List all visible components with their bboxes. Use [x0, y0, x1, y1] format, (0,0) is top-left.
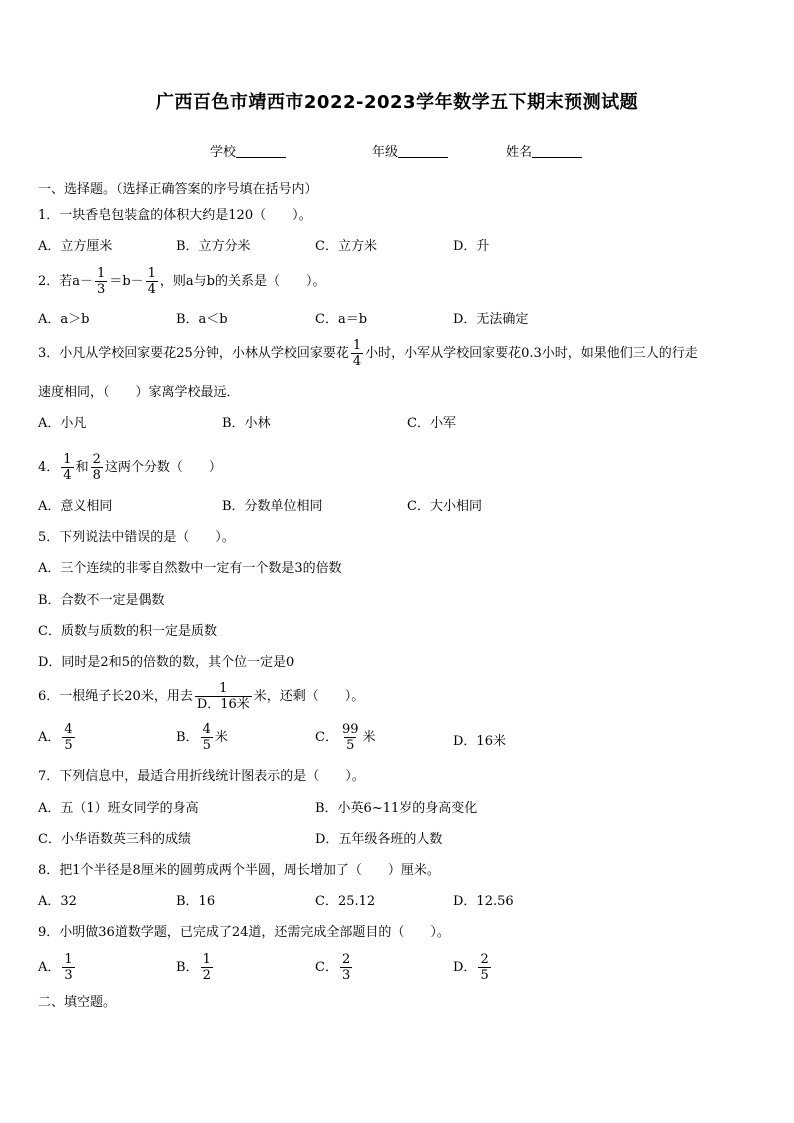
fraction: $\frac{1}{2}$: [202, 952, 211, 983]
question-4: 4． $\frac{1}{4}$ 和 $\frac{2}{8}$ 这两个分数（ ）: [38, 452, 222, 483]
q2-option-d[interactable]: D．无法确定: [453, 312, 529, 327]
question-6: 6．一根绳子长20米，用去 $\frac{1}{\text{D．16米}}$ 米，还剩（ ）。: [38, 681, 365, 712]
q5-option-d[interactable]: D．同时是2和5的倍数的数，其个位一定是0: [38, 655, 295, 670]
school-field: [210, 141, 286, 160]
question-7: 7．下列信息中，最适合用折线统计图表示的是（ ）。: [38, 769, 365, 784]
q6-option-c[interactable]: C． $\frac{99}{5}$ 米: [315, 722, 376, 753]
grade-field: [372, 141, 448, 160]
q8-option-c[interactable]: C．25.12: [315, 894, 376, 909]
fraction: $\frac{1}{4}$: [352, 338, 362, 369]
fraction: $\frac{1}{4}$: [147, 266, 156, 297]
q9-option-a[interactable]: A． $\frac{1}{3}$: [38, 952, 73, 983]
q8-option-a[interactable]: A．32: [38, 894, 77, 909]
q4-option-c[interactable]: C．大小相同: [407, 499, 482, 514]
fraction: $\frac{1}{3}$: [64, 952, 73, 983]
page-title: 广西百色市靖西市2022-2023学年数学五下期末预测试题: [155, 92, 639, 113]
fraction: $\frac{2}{8}$: [92, 452, 101, 483]
fraction: $\frac{99}{5}$: [341, 722, 359, 753]
q3-option-a[interactable]: A．小凡: [38, 416, 87, 431]
q6-option-b[interactable]: B． $\frac{4}{5}$ 米: [176, 722, 228, 753]
grade-blank[interactable]: [398, 145, 448, 158]
question-8: 8．把1个半径是8厘米的圆剪成两个半圆，周长增加了（ ）厘米。: [38, 863, 440, 878]
q8-option-d[interactable]: D．12.56: [453, 894, 514, 909]
school-blank[interactable]: [236, 145, 286, 158]
q1-option-b[interactable]: B．立方分米: [176, 239, 251, 254]
question-5: 5．下列说法中错误的是（ ）。: [38, 530, 235, 545]
question-2: 2．若a－ $\frac{1}{3}$ ＝b－ $\frac{1}{4}$ ，则a与b的关系是（ ）。: [38, 266, 326, 297]
fraction: $\frac{4}{5}$: [202, 722, 211, 753]
q5-option-b[interactable]: B．合数不一定是偶数: [38, 593, 165, 608]
q4-option-b[interactable]: B．分数单位相同: [222, 499, 323, 514]
q1-option-d[interactable]: D．升: [453, 239, 490, 254]
q1-option-a[interactable]: A．立方厘米: [38, 239, 113, 254]
q2-option-c[interactable]: C．a＝b: [315, 312, 368, 327]
q7-option-d[interactable]: D．五年级各班的人数: [315, 832, 443, 847]
fraction: $\frac{1}{\text{D．16米}}$: [196, 681, 250, 712]
section-heading-fill: 二、填空题。: [38, 995, 117, 1010]
q5-option-a[interactable]: A．三个连续的非零自然数中一定有一个数是3的倍数: [38, 561, 342, 576]
question-3: 3．小凡从学校回家要花25分钟，小林从学校回家要花 $\frac{1}{4}$ 小时，小军从学校回家要花0.3小时，如果他们三人的行走: [38, 338, 698, 369]
question-3-continued: 速度相同，（ ）家离学校最远．: [38, 385, 240, 400]
fraction: $\frac{2}{3}$: [341, 952, 351, 983]
q3-option-b[interactable]: B．小林: [222, 416, 271, 431]
question-9: 9．小明做36道数学题，已完成了24道，还需完成全部题目的（ ）。: [38, 925, 450, 940]
q6-option-d[interactable]: D．16米: [453, 734, 506, 749]
q1-option-c[interactable]: C．立方米: [315, 239, 377, 254]
q7-option-a[interactable]: A．五（1）班女同学的身高: [38, 801, 199, 816]
q2-option-b[interactable]: B．a＜b: [176, 312, 228, 327]
question-1: 1．一块香皂包装盒的体积大约是120（ ）。: [38, 208, 312, 223]
q9-option-d[interactable]: D． $\frac{2}{5}$: [453, 952, 489, 983]
q4-option-a[interactable]: A．意义相同: [38, 499, 113, 514]
school-label: 学校: [210, 145, 237, 160]
fraction: $\frac{1}{4}$: [63, 452, 72, 483]
q5-option-c[interactable]: C．质数与质数的积一定是质数: [38, 624, 217, 639]
name-blank[interactable]: [532, 145, 582, 158]
grade-label: 年级: [372, 145, 399, 160]
q7-option-c[interactable]: C．小华语数英三科的成绩: [38, 832, 191, 847]
q8-option-b[interactable]: B．16: [176, 894, 216, 909]
q9-option-c[interactable]: C． $\frac{2}{3}$: [315, 952, 351, 983]
name-field: [506, 141, 582, 160]
q3-option-c[interactable]: C．小军: [407, 416, 456, 431]
q9-option-b[interactable]: B． $\frac{1}{2}$: [176, 952, 211, 983]
section-heading-choice: 一、选择题。（选择正确答案的序号填在括号内）: [38, 182, 318, 197]
fraction: $\frac{1}{3}$: [97, 266, 106, 297]
q7-option-b[interactable]: B．小英6~11岁的身高变化: [315, 801, 478, 816]
q6-option-a[interactable]: A． $\frac{4}{5}$: [38, 722, 73, 753]
fraction: $\frac{4}{5}$: [64, 722, 73, 753]
name-label: 姓名: [506, 145, 533, 160]
fraction: $\frac{2}{5}$: [480, 952, 489, 983]
q2-option-a[interactable]: A．a＞b: [38, 312, 90, 327]
